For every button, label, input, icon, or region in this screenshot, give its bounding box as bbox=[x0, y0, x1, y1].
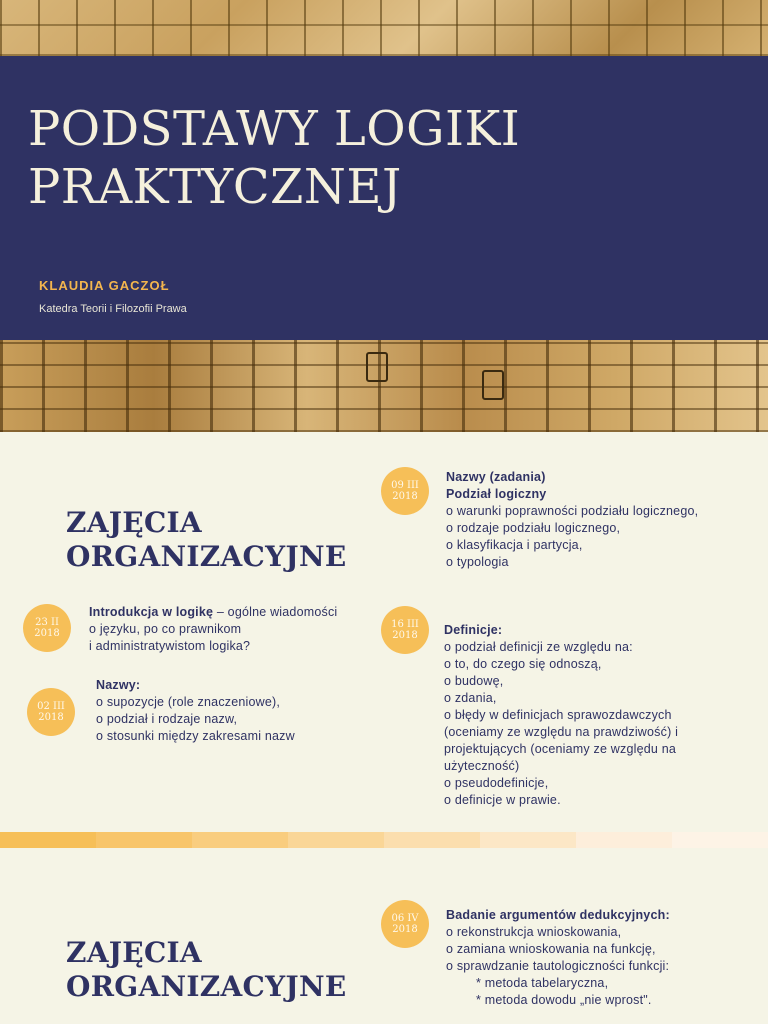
stripe-segment bbox=[672, 832, 768, 848]
stripe-segment bbox=[0, 832, 96, 848]
building-photo-top bbox=[0, 0, 768, 56]
stripe-segment bbox=[288, 832, 384, 848]
stripe-segment bbox=[96, 832, 192, 848]
building-photo-bottom bbox=[0, 340, 768, 432]
date-badge: 16 III 2018 bbox=[381, 606, 429, 654]
date-badge: 06 IV 2018 bbox=[381, 900, 429, 948]
section-title: ZAJĘCIA ORGANIZACYJNE bbox=[66, 506, 347, 573]
schedule-entry: Definicje: o podział definicji ze względu na: o to, do czego się odnoszą, o budowę, o zdania, o błędy w definicjach sprawozdawczych (oceniamy ze względu na prawdziwość) i projektujących (oceniamy ze względu na użyteczność) o pseudodefinicje, o definicje w prawie. bbox=[444, 623, 679, 807]
author-name: KLAUDIA GACZOŁ bbox=[39, 278, 170, 293]
street-lamp-icon bbox=[482, 370, 504, 400]
date-badge: 23 II 2018 bbox=[23, 604, 71, 652]
page-title: PODSTAWY LOGIKI PRAKTYCZNEJ bbox=[28, 101, 521, 215]
schedule-entry: Nazwy (zadania) Podział logiczny o warunki poprawności podziału logicznego, o rodzaje podziału logicznego, o klasyfikacja i partycja, o typologia bbox=[446, 470, 699, 569]
color-stripe-divider bbox=[0, 832, 768, 848]
date-badge: 09 III 2018 bbox=[381, 467, 429, 515]
stripe-segment bbox=[576, 832, 672, 848]
stripe-segment bbox=[192, 832, 288, 848]
date-badge: 02 III 2018 bbox=[27, 688, 75, 736]
schedule-entry: Badanie argumentów dedukcyjnych: o rekonstrukcja wnioskowania, o zamiana wnioskowania na funkcję, o sprawdzanie tautologiczności funkcji: * metoda tabelaryczna, * metoda dowodu „nie wprost". bbox=[446, 908, 670, 1007]
department-name: Katedra Teorii i Filozofii Prawa bbox=[39, 303, 187, 315]
stripe-segment bbox=[480, 832, 576, 848]
schedule-entry: Nazwy: o supozycje (role znaczeniowe), o podział i rodzaje nazw, o stosunki między zakresami nazw bbox=[96, 678, 295, 743]
section-title: ZAJĘCIA ORGANIZACYJNE bbox=[66, 936, 347, 1003]
schedule-entry: Introdukcja w logikę – ogólne wiadomości o języku, po co prawnikom i administratywistom logika? bbox=[89, 605, 338, 653]
stripe-segment bbox=[384, 832, 480, 848]
street-lamp-icon bbox=[366, 352, 388, 382]
